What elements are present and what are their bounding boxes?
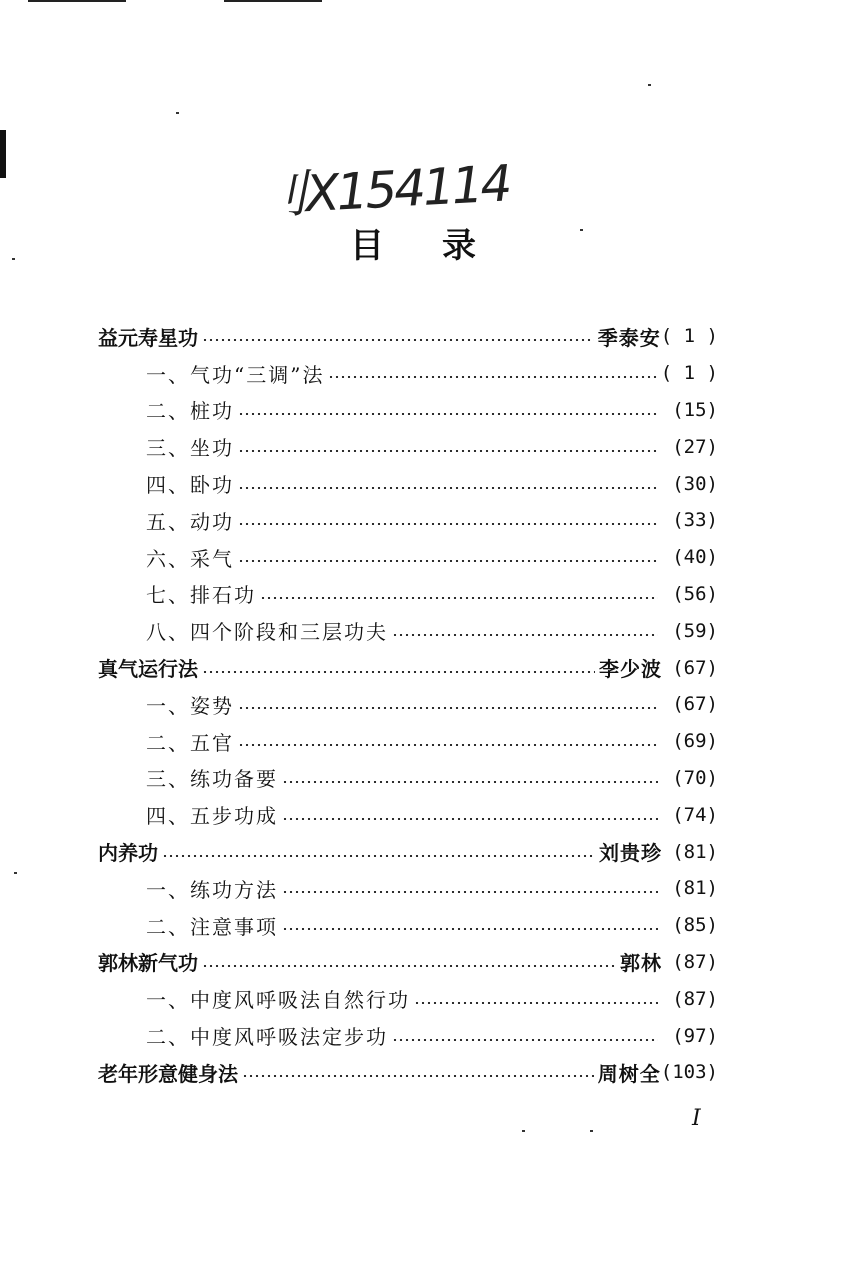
toc-entry-page-number: (67) (672, 693, 718, 716)
toc-section-entry (98, 428, 718, 465)
toc-entry-author: 郭林 (620, 951, 662, 976)
toc-entry-title: 老年形意健身法 (98, 1061, 238, 1086)
dot-leader (328, 376, 656, 378)
toc-section-entry (98, 723, 718, 760)
scan-speck (522, 1130, 525, 1132)
dot-leader (238, 707, 658, 709)
toc-entry-author: 季泰安 (597, 325, 661, 350)
toc-entry-title: 一、气功“三调”法 (146, 362, 325, 387)
dot-leader (238, 413, 658, 415)
toc-entry-page-number: (85) (672, 914, 718, 937)
toc-entry-page-number: (40) (672, 546, 718, 569)
toc-entry-page-number: (27) (672, 435, 718, 458)
page-title: 目录 (350, 226, 534, 266)
toc-entry-page-number: (103) (660, 1061, 718, 1084)
toc-section-entry (98, 612, 718, 649)
dot-leader (238, 487, 658, 489)
dot-leader (392, 1039, 658, 1041)
scan-speck (14, 872, 17, 874)
toc-entry-title: 郭林新气功 (98, 951, 198, 976)
toc-section-entry (98, 1017, 718, 1054)
toc-entry-page-number: (74) (672, 803, 718, 826)
scan-edge-bar (0, 130, 6, 178)
toc-entry-author: 刘贵珍 (599, 841, 662, 866)
toc-entry-page-number: (81) (672, 877, 718, 900)
toc-entry-title: 二、注意事项 (146, 914, 278, 939)
page-folio: I (692, 1106, 701, 1131)
toc-chapter-entry (98, 649, 718, 686)
dot-leader (282, 818, 658, 820)
toc-entry-title: 一、练功方法 (146, 877, 278, 902)
toc-entry-page-number: (56) (672, 582, 718, 605)
dot-leader (238, 523, 658, 525)
dot-leader (260, 597, 658, 599)
toc-entry-page-number: (87) (672, 987, 718, 1010)
dot-leader (202, 339, 594, 341)
toc-entry-title: 四、卧功 (146, 473, 234, 498)
dot-leader (202, 671, 595, 673)
toc-section-entry (98, 502, 718, 539)
toc-entry-title: 六、采气 (146, 546, 234, 571)
dot-leader (238, 560, 658, 562)
toc-entry-page-number: (59) (672, 619, 718, 642)
dot-leader (282, 928, 658, 930)
toc-section-entry (98, 686, 718, 723)
toc-section-entry (98, 539, 718, 576)
toc-entry-title: 二、桩功 (146, 399, 234, 424)
toc-entry-page-number: (87) (672, 950, 718, 973)
toc-entry-page-number: (30) (672, 472, 718, 495)
toc-entry-page-number: (15) (672, 398, 718, 421)
dot-leader (392, 634, 658, 636)
toc-section-entry (98, 392, 718, 429)
dot-leader (282, 891, 658, 893)
toc-section-entry (98, 870, 718, 907)
toc-entry-page-number: (67) (672, 656, 718, 679)
scan-speck (590, 1130, 593, 1132)
toc-entry-title: 四、五步功成 (146, 804, 278, 829)
table-of-contents (98, 318, 718, 1091)
toc-chapter-entry (98, 944, 718, 981)
scan-speck (580, 229, 583, 231)
scan-edge-rule (28, 0, 126, 2)
dot-leader (202, 965, 616, 967)
scan-speck (648, 84, 651, 86)
dot-leader (242, 1075, 594, 1077)
toc-section-entry (98, 760, 718, 797)
toc-section-entry (98, 576, 718, 613)
handwritten-call-number: 刂X154114 (256, 154, 511, 226)
toc-section-entry (98, 355, 718, 392)
toc-entry-page-number: (81) (672, 840, 718, 863)
toc-chapter-entry (98, 833, 718, 870)
toc-entry-title: 一、中度风呼吸法自然行功 (146, 988, 410, 1013)
toc-entry-page-number: ( 1 ) (660, 325, 718, 348)
toc-entry-page-number: (33) (672, 509, 718, 532)
toc-entry-title: 一、姿势 (146, 693, 234, 718)
dot-leader (282, 781, 658, 783)
toc-entry-page-number: (69) (672, 730, 718, 753)
dot-leader (238, 744, 658, 746)
scan-edge-rule (224, 0, 322, 2)
toc-section-entry (98, 907, 718, 944)
toc-chapter-entry (98, 318, 718, 355)
scan-speck (176, 112, 179, 114)
toc-entry-title: 五、动功 (146, 509, 234, 534)
dot-leader (238, 450, 658, 452)
toc-section-entry (98, 465, 718, 502)
toc-entry-author: 周树全 (597, 1061, 661, 1086)
toc-entry-page-number: (70) (672, 766, 718, 789)
dot-leader (414, 1002, 658, 1004)
toc-entry-title: 三、练功备要 (146, 767, 278, 792)
toc-section-entry (98, 796, 718, 833)
toc-entry-title: 真气运行法 (98, 657, 198, 682)
toc-entry-title: 三、坐功 (146, 436, 234, 461)
scan-speck (12, 258, 15, 260)
toc-entry-page-number: ( 1 ) (660, 362, 718, 385)
toc-entry-title: 内养功 (98, 841, 158, 866)
toc-section-entry (98, 980, 718, 1017)
toc-entry-title: 八、四个阶段和三层功夫 (146, 620, 388, 645)
toc-entry-title: 益元寿星功 (98, 325, 198, 350)
dot-leader (162, 855, 595, 857)
toc-entry-author: 李少波 (599, 657, 662, 682)
toc-entry-title: 七、排石功 (146, 583, 256, 608)
toc-entry-page-number: (97) (672, 1024, 718, 1047)
toc-entry-title: 二、五官 (146, 730, 234, 755)
toc-entry-title: 二、中度风呼吸法定步功 (146, 1025, 388, 1050)
toc-chapter-entry (98, 1054, 718, 1091)
